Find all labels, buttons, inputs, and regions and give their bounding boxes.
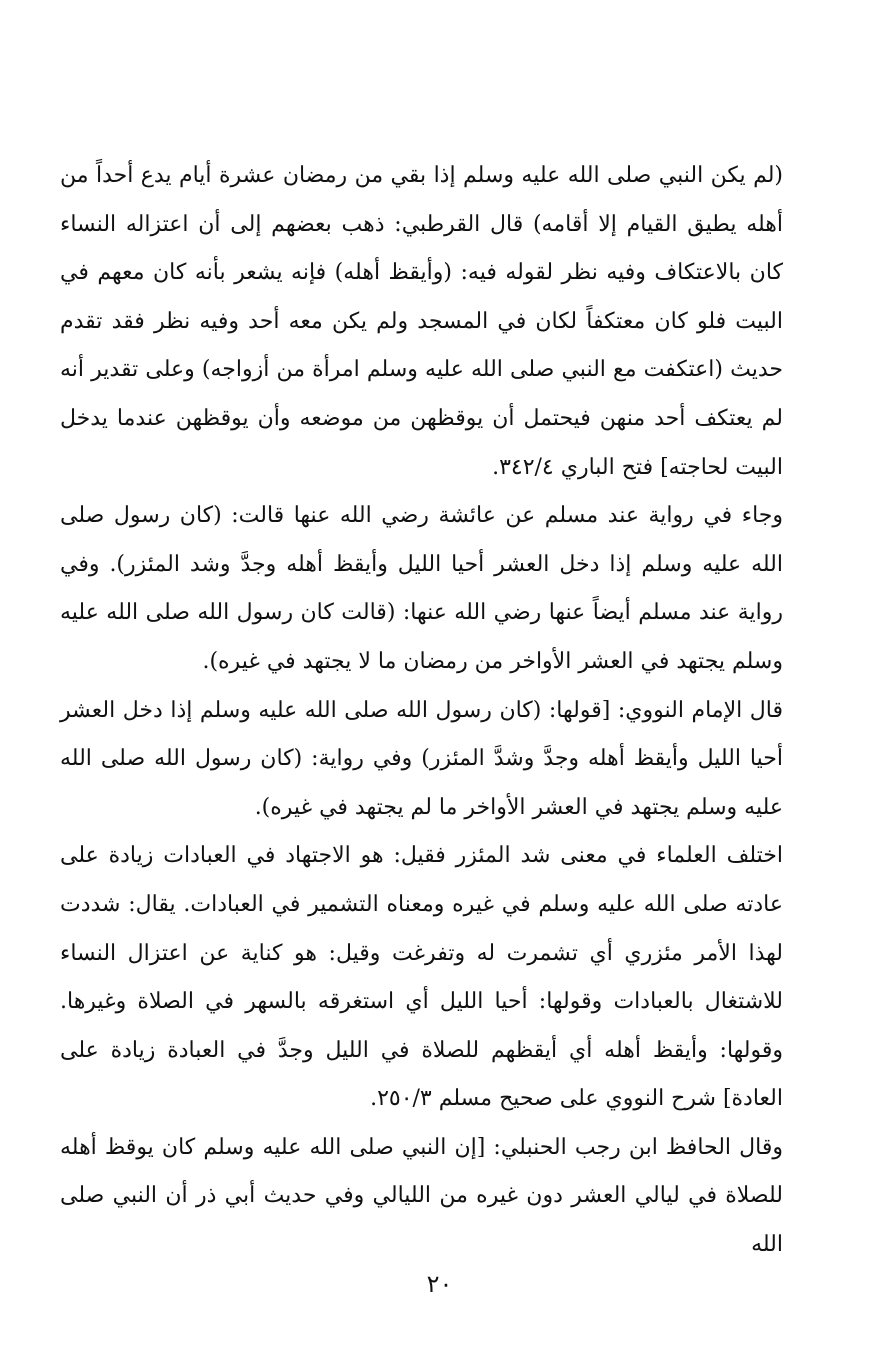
body-text — [60, 152, 783, 1270]
paragraph-qurtubi-quote: (لم يكن النبي صلى الله عليه وسلم إذا بقي من رمضان عشرة أيام يدع أحداً من أهله يطيق القيام إلا أقامه) قال القرطبي: ذهب بعضهم إلى أن اعتزاله النساء كان بالاعتكاف وفيه نظر لقوله فيه: (وأيقظ أهله) فإنه يشعر بأنه كان معهم في البيت فلو كان معتكفاً لكان في المسجد ولم يكن معه أحد وفيه نظر فقد تقدم حديث (اعتكفت مع النبي صلى الله عليه وسلم امرأة من أزواجه) وعلى تقدير أنه لم يعتكف أحد منهن فيحتمل أن يوقظهن من موضعه وأن يوقظهن عندما يدخل البيت لحاجته] فتح الباري ٣٤٢/٤. — [60, 163, 783, 480]
paragraph-mizar-meaning: اختلف العلماء في معنى شد المئزر فقيل: هو الاجتهاد في العبادات زيادة على عادته صلى الله عليه وسلم في غيره ومعناه التشمير في العبادات. يقال: شددت لهذا الأمر مئزري أي تشمرت له وتفرغت وقيل: هو كناية عن اعتزال النساء للاشتغال بالعبادات وقولها: أحيا الليل أي استغرقه بالسهر في الصلاة وغيرها. وقولها: وأيقظ أهله أي أيقظهم للصلاة في الليل وجدَّ في العبادة زيادة على العادة] شرح النووي على صحيح مسلم ٢٥٠/٣. — [60, 843, 783, 1112]
paragraph-ibn-rajab-quote: وقال الحافظ ابن رجب الحنبلي: [إن النبي صلى الله عليه وسلم كان يوقظ أهله للصلاة في ليالي العشر دون غيره من الليالي وفي حديث أبي ذر أن النبي صلى الله — [60, 1134, 783, 1258]
page-number: ٢٠ — [426, 1270, 453, 1298]
paragraph-nawawi-quote: قال الإمام النووي: [قولها: (كان رسول الله صلى الله عليه وسلم إذا دخل العشر أحيا الليل وأيقظ أهله وجدَّ وشدَّ المئزر) وفي رواية: (كان رسول الله صلى الله عليه وسلم يجتهد في العشر الأواخر ما لم يجتهد في غيره). — [60, 697, 783, 820]
paragraph-muslim-narration: وجاء في رواية عند مسلم عن عائشة رضي الله عنها قالت: (كان رسول صلى الله عليه وسلم إذا دخل العشر أحيا الليل وأيقظ أهله وجدَّ وشد المئزر). وفي رواية عند مسلم أيضاً عنها رضي الله عنها: (قالت كان رسول الله صلى الله عليه وسلم يجتهد في العشر الأواخر من رمضان ما لا يجتهد في غيره). — [60, 503, 783, 674]
